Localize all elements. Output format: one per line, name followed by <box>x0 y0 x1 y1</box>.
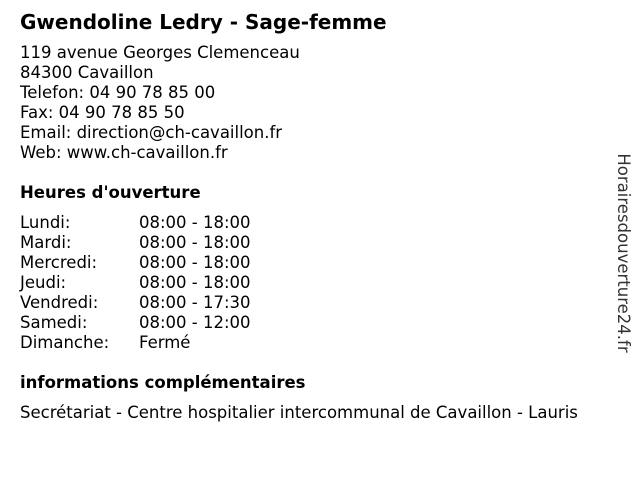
phone-line: Telefon: 04 90 78 85 00 <box>20 83 216 102</box>
fax-line: Fax: 04 90 78 85 50 <box>20 103 185 122</box>
email-line: Email: direction@ch-cavaillon.fr <box>20 123 283 142</box>
hours-row-thursday <box>20 273 610 293</box>
additional-info-text: Secrétariat - Centre hospitalier intercommunal de Cavaillon - Lauris <box>20 403 578 422</box>
hours-time-sunday: Fermé <box>139 333 191 352</box>
hours-day-wednesday: Mercredi: <box>20 253 98 272</box>
additional-info-heading: informations complémentaires <box>20 373 306 392</box>
hours-time-saturday: 08:00 - 12:00 <box>139 313 251 332</box>
hours-row-friday <box>20 293 610 313</box>
site-watermark: Horairesdouverture24.fr <box>614 153 633 353</box>
hours-row-tuesday <box>20 233 610 253</box>
web-line: Web: www.ch-cavaillon.fr <box>20 143 228 162</box>
hours-time-tuesday: 08:00 - 18:00 <box>139 233 251 252</box>
hours-day-friday: Vendredi: <box>20 293 99 312</box>
hours-day-thursday: Jeudi: <box>20 273 67 292</box>
hours-day-tuesday: Mardi: <box>20 233 72 252</box>
hours-day-saturday: Samedi: <box>20 313 88 332</box>
hours-row-monday <box>20 213 610 233</box>
business-title: Gwendoline Ledry - Sage-femme <box>20 10 387 34</box>
address-line-2: 84300 Cavaillon <box>20 63 154 82</box>
opening-hours-list <box>20 213 610 353</box>
hours-time-monday: 08:00 - 18:00 <box>139 213 251 232</box>
hours-day-sunday: Dimanche: <box>20 333 110 352</box>
hours-row-sunday <box>20 333 610 353</box>
hours-day-monday: Lundi: <box>20 213 71 232</box>
hours-time-friday: 08:00 - 17:30 <box>139 293 251 312</box>
hours-row-saturday <box>20 313 610 333</box>
address-line-1: 119 avenue Georges Clemenceau <box>20 43 300 62</box>
hours-time-wednesday: 08:00 - 18:00 <box>139 253 251 272</box>
contact-block <box>20 43 610 163</box>
business-card <box>20 8 610 423</box>
hours-row-wednesday <box>20 253 610 273</box>
hours-time-thursday: 08:00 - 18:00 <box>139 273 251 292</box>
opening-hours-heading: Heures d'ouverture <box>20 183 201 202</box>
